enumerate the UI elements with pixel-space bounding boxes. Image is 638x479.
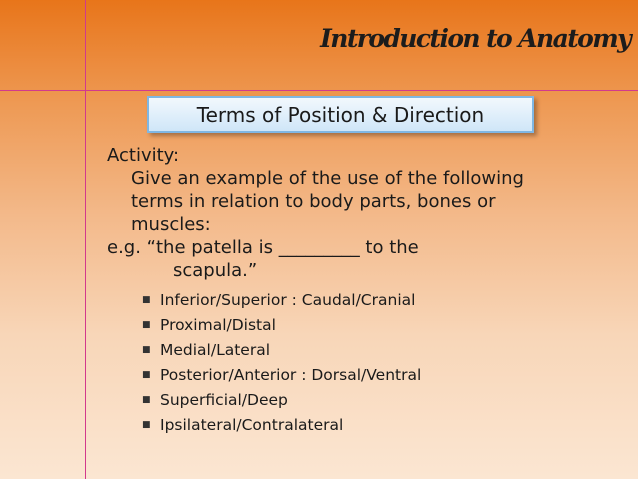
square-bullet-icon: ■ (142, 370, 151, 380)
list-item (107, 338, 632, 363)
list-item (107, 413, 632, 438)
square-bullet-icon: ■ (142, 420, 151, 430)
term-text: Ipsilateral/Contralateral (160, 416, 344, 434)
term-text: Proximal/Distal (160, 316, 276, 334)
instruction-line-3: muscles: (131, 214, 211, 235)
square-bullet-icon: ■ (142, 295, 151, 305)
term-text: Superficial/Deep (160, 391, 288, 409)
example-line-2: scapula.” (173, 260, 258, 281)
activity-label: Activity: (107, 145, 180, 166)
list-item (107, 313, 632, 338)
slide-title: Introduction to Anatomy (320, 24, 630, 53)
term-text: Medial/Lateral (160, 341, 271, 359)
slide-content (107, 144, 632, 438)
instruction-line-2: terms in relation to body parts, bones or (131, 191, 496, 212)
example-line-1: e.g. “the patella is _________ to the (107, 237, 419, 258)
square-bullet-icon: ■ (142, 320, 151, 330)
term-text: Inferior/Superior : Caudal/Cranial (160, 291, 416, 309)
instruction-line-1: Give an example of the use of the following (131, 168, 524, 189)
list-item (107, 363, 632, 388)
term-text: Posterior/Anterior : Dorsal/Ventral (160, 366, 422, 384)
terms-list (107, 288, 632, 438)
section-heading: Terms of Position & Direction (196, 102, 485, 127)
horizontal-divider-line (0, 90, 638, 91)
list-item (107, 388, 632, 413)
section-heading-box (147, 96, 534, 133)
square-bullet-icon: ■ (142, 345, 151, 355)
list-item (107, 288, 632, 313)
vertical-divider-line (85, 0, 86, 479)
square-bullet-icon: ■ (142, 395, 151, 405)
